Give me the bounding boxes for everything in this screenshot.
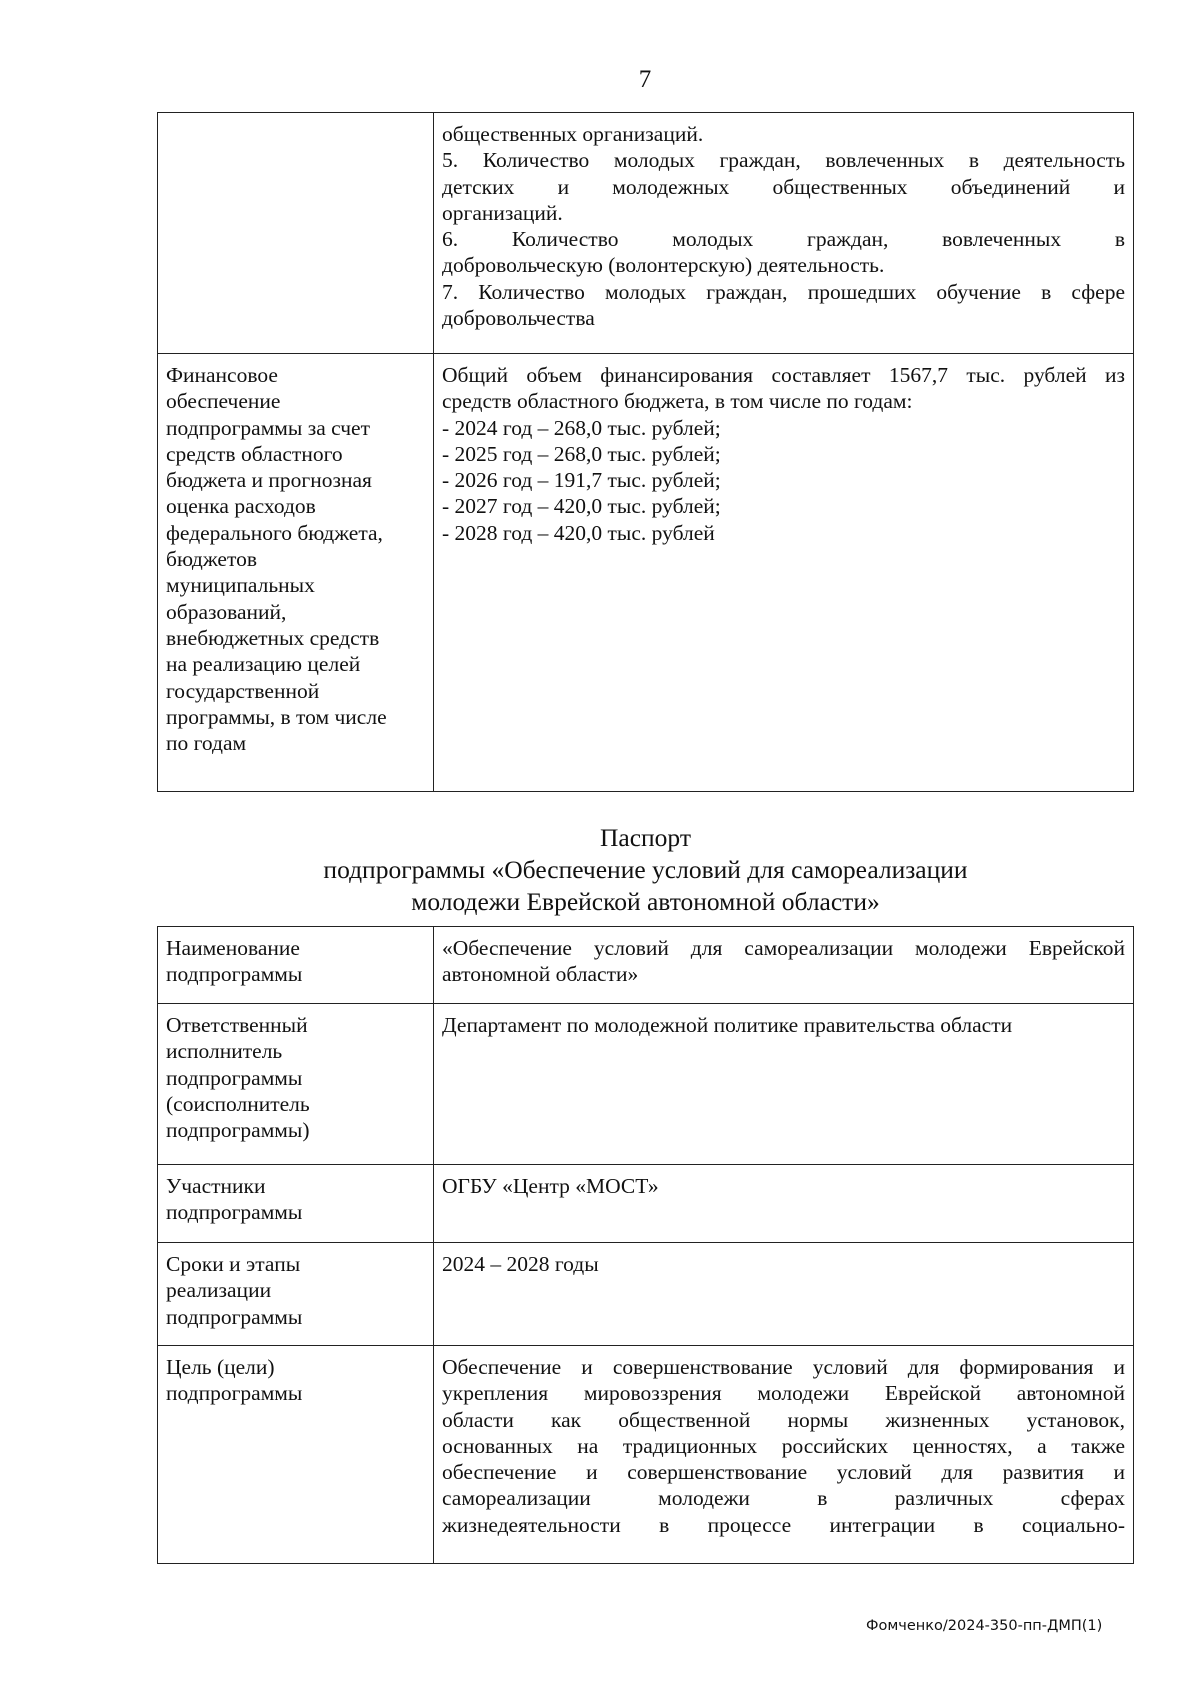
indicator-line: 5. Количество молодых граждан, вовлеченных в деятельность (442, 148, 1125, 173)
financing-year-2024: - 2024 год – 268,0 тыс. рублей; (442, 415, 721, 440)
indicator-line: общественных организаций. (442, 122, 704, 146)
value-line: основанных на традиционных российских ценностях, а также (442, 1433, 1125, 1458)
label-line: на реализацию целей (166, 652, 361, 677)
row-label (158, 1243, 434, 1346)
passport-table (157, 926, 1134, 1564)
row-label (158, 1004, 434, 1165)
label-line: подпрограммы (166, 1065, 303, 1090)
value-line: ОГБУ «Центр «МОСТ» (442, 1174, 659, 1198)
table-row-timeline (158, 1243, 1134, 1346)
row-label (158, 1346, 434, 1564)
financing-year-2026: - 2026 год – 191,7 тыс. рублей; (442, 468, 721, 493)
row-value (434, 1004, 1134, 1165)
label-line: исполнитель (166, 1039, 283, 1064)
financing-intro: средств областного бюджета, в том числе по годам: (442, 389, 913, 414)
label-line: оценка расходов (166, 494, 316, 519)
financing-total: Общий объем финансирования составляет 1567,7 тыс. рублей из (442, 363, 1125, 387)
financing-year-2025: - 2025 год – 268,0 тыс. рублей; (442, 441, 721, 466)
section-title-line-1: Паспорт (599, 823, 691, 852)
label-line: средств областного (166, 441, 343, 466)
value-line: 2024 – 2028 годы (442, 1252, 599, 1276)
page-number: 7 (638, 66, 652, 93)
label-line: Наименование (166, 936, 300, 960)
label-line: обеспечение (166, 389, 281, 414)
row-value (434, 927, 1134, 1004)
label-line: Участники (166, 1174, 266, 1198)
label-line: внебюджетных средств (166, 625, 380, 650)
indicator-line: детских и молодежных общественных объединений и (442, 174, 1125, 199)
value-line: Обеспечение и совершенствование условий для формирования и (442, 1355, 1125, 1379)
label-line: реализации (166, 1278, 272, 1303)
section-title (157, 822, 1134, 918)
financing-year-2028: - 2028 год – 420,0 тыс. рублей (442, 520, 715, 545)
label-line: Ответственный (166, 1013, 308, 1037)
label-line: Финансовое (166, 363, 278, 387)
value-line: обеспечение и совершенствование условий для развития и (442, 1460, 1125, 1485)
label-line: по годам (166, 731, 247, 756)
row-value (434, 1165, 1134, 1243)
row-value (434, 1243, 1134, 1346)
value-line: «Обеспечение условий для самореализации молодежи Еврейской (442, 936, 1125, 960)
label-line: Сроки и этапы (166, 1252, 301, 1276)
label-line: подпрограммы (166, 1381, 303, 1406)
indicator-line: 6. Количество молодых граждан, вовлеченных в (442, 227, 1125, 252)
label-line: программы, в том числе (166, 704, 387, 729)
value-line: области как общественной нормы жизненных установок, (442, 1407, 1125, 1432)
label-line: подпрограммы) (166, 1118, 310, 1143)
label-line: подпрограммы за счет (166, 415, 370, 440)
table-row-financing (158, 354, 1134, 792)
label-line: бюджетов (166, 547, 257, 572)
label-line: бюджета и прогнозная (166, 468, 372, 493)
indicators-list (434, 113, 1134, 354)
financing-value (434, 354, 1134, 792)
table-row-name (158, 927, 1134, 1004)
label-line: (соисполнитель (166, 1091, 310, 1116)
label-line: подпрограммы (166, 1200, 303, 1225)
indicator-line: добровольческую (волонтерскую) деятельность. (442, 253, 885, 278)
label-line: муниципальных (166, 573, 315, 598)
label-line: Цель (цели) (166, 1355, 275, 1379)
indicator-line: 7. Количество молодых граждан, прошедших обучение в сфере (442, 279, 1125, 304)
section-title-line-3: молодежи Еврейской автономной области» (411, 887, 880, 916)
table-row-goals (158, 1346, 1134, 1564)
passport-table-continued (157, 112, 1134, 792)
row-label-empty (158, 113, 434, 354)
table-row-participants (158, 1165, 1134, 1243)
value-line: самореализации молодежи в различных сферах (442, 1486, 1125, 1511)
label-line: подпрограммы (166, 1304, 303, 1329)
table-row-responsible (158, 1004, 1134, 1165)
value-line: жизнедеятельности в процессе интеграции в социально- (442, 1512, 1125, 1537)
value-line: Департамент по молодежной политике правительства области (442, 1013, 1013, 1037)
row-label (158, 927, 434, 1004)
value-line: автономной области» (442, 962, 639, 987)
value-line: укрепления мировоззрения молодежи Еврейской автономной (442, 1381, 1125, 1406)
label-line: федерального бюджета, (166, 520, 383, 545)
row-value (434, 1346, 1134, 1564)
table-row-indicators (158, 113, 1134, 354)
financing-label (158, 354, 434, 792)
label-line: подпрограммы (166, 962, 303, 987)
label-line: образований, (166, 599, 287, 624)
label-line: государственной (166, 678, 320, 703)
row-label (158, 1165, 434, 1243)
indicator-line: организаций. (442, 200, 563, 225)
section-title-line-2: подпрограммы «Обеспечение условий для самореализации (323, 855, 968, 884)
indicator-line: добровольчества (442, 306, 595, 331)
document-footer-reference: Фомченко/2024-350-пп-ДМП(1) (866, 1618, 1103, 1634)
financing-year-2027: - 2027 год – 420,0 тыс. рублей; (442, 494, 721, 519)
